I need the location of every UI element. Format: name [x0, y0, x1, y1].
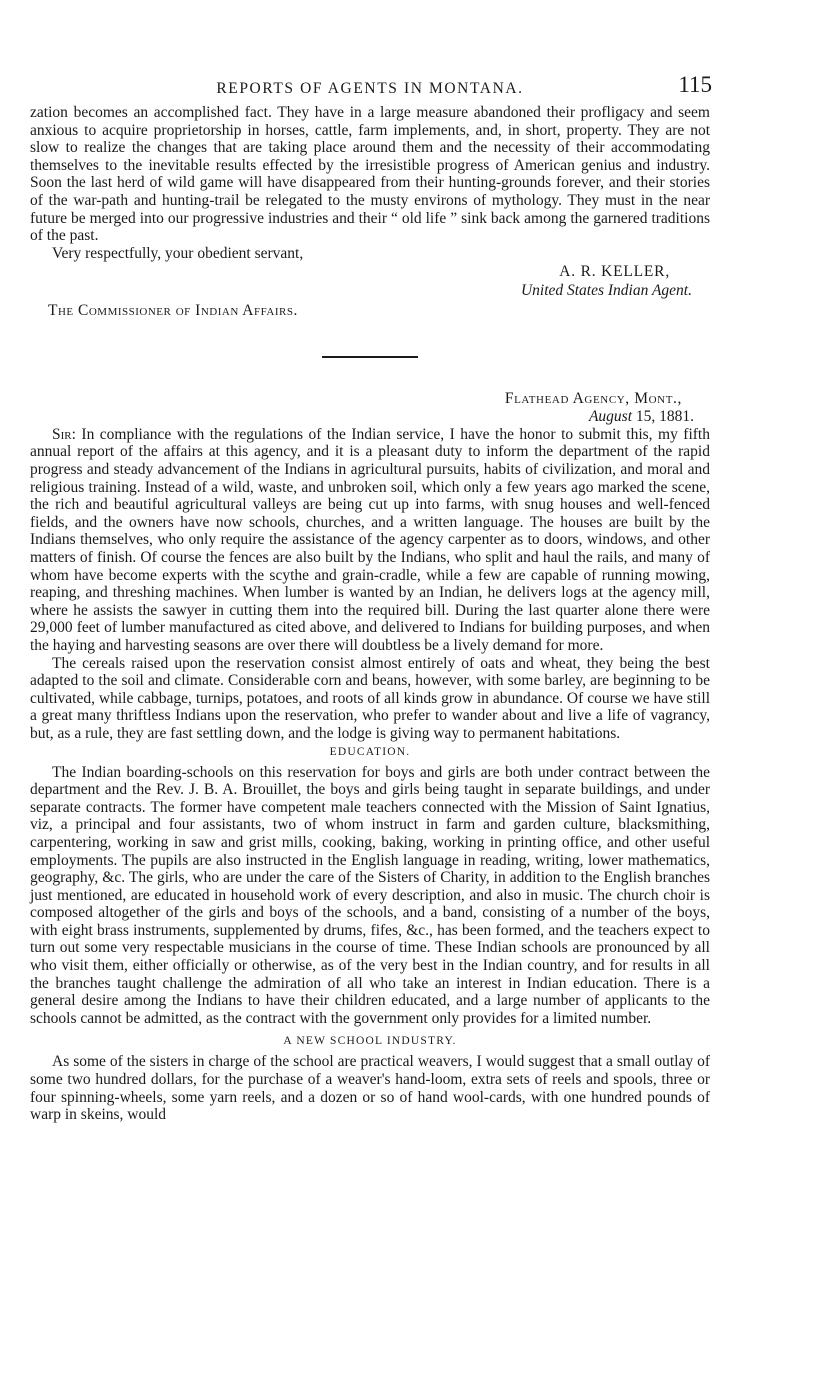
salutation: Sir:	[52, 425, 76, 443]
letter-keller	[30, 104, 710, 320]
letter-paragraph-1	[30, 426, 710, 655]
section-divider	[322, 356, 418, 358]
school-industry-heading: A NEW SCHOOL INDUSTRY.	[283, 1035, 457, 1048]
letter-closing: Very respectfully, your obedient servant,	[52, 244, 304, 262]
dateline-day-year: 15, 1881.	[632, 407, 694, 425]
dateline-place: Flathead Agency, Mont.,	[504, 389, 682, 407]
signature-block	[30, 262, 710, 300]
education-heading: EDUCATION.	[329, 745, 411, 758]
letter-paragraph-2: The cereals raised upon the reservation consist almost entirely of oats and wheat, they being the best adapted to the soil and climate. Considerable corn and beans, however, with some barley, are beginning to be cultivated, while cabbage, turnips, potatoes, and roots of all kinds grow in abundance. Of course we have still a great many thriftless Indians upon the reservation, who prefer to wander about and live a life of vagrancy, but, as a rule, they are fast settling down, and the lodge is giving way to permanent habitations.	[30, 654, 710, 742]
letter-paragraph-1-text: In compliance with the regulations of the Indian service, I have the honor to submit this, my fifth annual report of the affairs at this agency, and it is a pleasant duty to inform the department of the rapid progress and steady advancement of the Indians in agricultural pursuits, habits of civilization, and moral and religious training. Instead of a wild, waste, and unbroken soil, which only a few years ago marked the scene, the rich and beautiful agricultural valleys are being cut up into farms, with snug houses and well-fenced fields, and the owners have now schools, churches, and a written language. The houses are built by the Indians themselves, who only require the assistance of the agency carpenter as to doors, windows, and other matters of finish. Of course the fences are also built by the Indians, who split and haul the rails, and many of whom have become experts with the scythe and grain-cradle, while a few are capable of running mowing, reaping, and threshing machines. When lumber is wanted by an Indian, he delivers logs at the agency mill, where he assists the sawyer in cutting them into the required bill. During the last quarter alone there were 29,000 feet of lumber manufactured as cited above, and delivered to Indians for building purposes, and when the haying and harvesting seasons are over there will doubtless be a lively demand for more.	[30, 425, 710, 654]
dateline-date	[30, 408, 694, 426]
school-industry-paragraph: As some of the sisters in charge of the school are practical weavers, I would suggest that a small outlay of some two hundred dollars, for the purchase of a weaver's hand-loom, extra sets of reels and spools, three or four spinning-wheels, some yarn reels, and a dozen or so of hand wool-cards, with one hundred pounds of warp in skeins, would	[30, 1053, 710, 1124]
page-header	[30, 68, 710, 104]
running-head: REPORTS OF AGENTS IN MONTANA.	[216, 80, 524, 97]
document-page	[30, 68, 710, 1124]
dateline	[30, 390, 710, 426]
letter-keller-paragraph: zation becomes an accomplished fact. They have in a large measure abandoned their profligacy and seem anxious to acquire proprietorship in horses, cattle, farm implements, and, in short, property. They are not slow to realize the changes that are taking place around them and the necessity of their accommodating themselves to the inevitable results effected by the irresistible progress of American genius and industry. Soon the last herd of wild game will have disappeared from their hunting-grounds forever, and their stories of the war-path and hunting-trail be relegated to the musty environs of mythology. They must in the near future be merged into our progressive industries and their “ old life ” sink back among the garnered traditions of the past.	[30, 104, 710, 245]
addressee: The Commissioner of Indian Affairs.	[48, 302, 298, 320]
education-paragraph: The Indian boarding-schools on this reservation for boys and girls are both under contract between the department and the Rev. J. B. A. Brouillet, the boys and girls being taught in separate buildings, and under separate contracts. The former have competent male teachers connected with the Mission of Saint Ignatius, viz, a principal and four assistants, two of whom instruct in farm and garden culture, blacksmithing, carpentering, working in saw and grist mills, cooking, baking, working in printing office, and other useful employments. The pupils are also instructed in the English language in reading, writing, lower mathematics, geography, &c. The girls, who are under the care of the Sisters of Charity, in addition to the English branches just mentioned, are educated in household work of every description, and also in music. The church choir is composed altogether of the girls and boys of the schools, and a band, consisting of a number of the boys, with eight brass instruments, supplemented by drums, fifes, &c., has been formed, and the teachers expect to turn out some very respectable musicians in the course of time. These Indian schools are pronounced by all who visit them, either officially or otherwise, as of the very best in the Indian country, and for results in all the branches taught challenge the admiration of all who take an interest in Indian education. There is a general desire among the Indians to have their children educated, and a large number of applicants to the schools cannot be admitted, as the contract with the government only provides for a limited number.	[30, 763, 710, 1027]
signer-name: A. R. KELLER,	[559, 263, 670, 281]
signer-title: United States Indian Agent.	[520, 282, 692, 300]
dateline-month: August	[588, 407, 632, 425]
letter-flathead	[30, 390, 710, 743]
page-number: 115	[678, 72, 712, 97]
